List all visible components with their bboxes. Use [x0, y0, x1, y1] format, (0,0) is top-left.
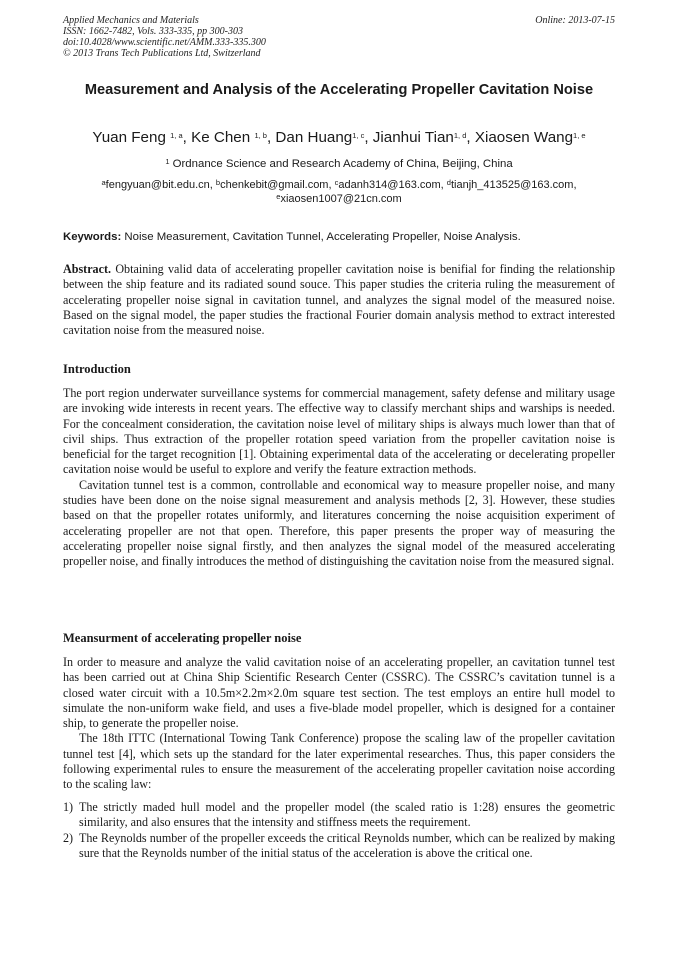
introduction-paragraph-1: The port region underwater surveillance systems for commercial management, safety defense and military usage are invoking wide interests in recent years. The effective way to classify merchant ships and warships is needed. For the concealment consideration, the cavitation noise level of military ships is always much lower than that of civil ships. Thus extraction of the propeller rotation speed variation from the propeller cavitation noise is beneficial for the target recognition [1]. Obtaining experimental data of the accelerating or decelerating propeller cavitation noise would be useful to explore and verify the feature extraction methods. — [63, 386, 615, 477]
introduction-heading: Introduction — [63, 362, 131, 376]
keywords-label: Keywords: — [63, 231, 122, 243]
list-text: The strictly maded hull model and the propeller model (the scaled ratio is 1:28) ensures the geometric similarity, and also ensures that the intensity and stiffness meets the requirement. — [79, 800, 615, 830]
email-superscript: d — [446, 178, 451, 187]
email-list: $^a$fengyuan@bit.edu.cn, $^b$chenkebit@gmail.com, $^c$adanh314@163.com, $^d$tianjh_413525@163.com, $^e$xiaosen1007@21cn.com — [101, 178, 577, 205]
email-link[interactable]: xiaosen1007@21cn.com — [280, 193, 402, 205]
doi-line: doi:10.4028/www.scientific.net/AMM.333-335.300 — [63, 37, 266, 48]
online-date: Online: 2013-07-15 — [535, 15, 615, 26]
list-text: The Reynolds number of the propeller exceeds the critical Reynolds number, which can be realized by making sure that the Reynolds number of the initial status of the acceleration is above the critical one. — [79, 830, 615, 860]
affiliation-superscript: 1 — [165, 157, 170, 166]
list-number: 1) — [63, 800, 74, 814]
author-superscript: 1, b — [254, 131, 267, 140]
abstract-label: Abstract. — [63, 262, 112, 276]
email-superscript: a — [101, 178, 106, 187]
measurement-body — [63, 655, 615, 793]
email-superscript: e — [276, 192, 281, 201]
rules-list — [63, 800, 615, 861]
email-superscript: c — [334, 178, 339, 187]
measurement-heading: Meansurment of accelerating propeller noise — [63, 631, 302, 645]
copyright-line: © 2013 Trans Tech Publications Ltd, Switzerland — [63, 48, 261, 59]
list-number: 2) — [63, 830, 74, 845]
affiliation — [63, 157, 615, 171]
introduction-paragraph-2: Cavitation tunnel test is a common, controllable and economical way to measure propeller noise, and many studies have been done on the noise signal measurement and analysis methods [2, 3]. However, these studies based on that the propeller rotates uniformly, and literatures concerning the noise acquisition experiment of accelerating propeller are not that open. Therefore, this paper presents the proper way of measuring the accelerating propeller noise signal firstly, and then analyzes the signal model of the measured accelerating propeller noise, and finally introduces the method of distinguishing the cavitation noise from the measured signal. — [63, 477, 615, 569]
author-name: Jianhui Tian — [372, 129, 454, 146]
author-name: Dan Huang — [275, 129, 353, 146]
measurement-paragraph-2: The 18th ITTC (International Towing Tank Conference) propose the scaling law of the propeller cavitation tunnel test [4], which sets up the standard for the later experimental researches. Thus, this paper considers the following experimental rules to ensure the measurement of the accelerating propeller cavitation noise according to the scaling law: — [63, 731, 615, 792]
journal-meta — [63, 15, 266, 59]
author-superscript: 1, d — [453, 131, 467, 140]
abstract — [63, 262, 615, 338]
email-link[interactable]: tianjh_413525@163.com — [450, 179, 574, 191]
keywords-line — [63, 230, 615, 244]
author-list: Yuan Feng $^{1, a}$, Ke Chen $^{1, b}$, Dan Huang$^{1, c}$, Jianhui Tian$^{1, d}$, Xiaosen Wang$^{1, e}$ — [92, 129, 586, 146]
author-superscript: 1, e — [573, 131, 586, 140]
journal-name: Applied Mechanics and Materials — [63, 15, 199, 26]
email-link[interactable]: adanh314@163.com — [338, 179, 441, 191]
email-link[interactable]: fengyuan@bit.edu.cn — [105, 179, 210, 191]
author-name: Ke Chen — [191, 129, 251, 146]
keywords-text: Noise Measurement, Cavitation Tunnel, Accelerating Propeller, Noise Analysis. — [124, 231, 521, 243]
author-superscript: 1, c — [352, 131, 365, 140]
abstract-text: Obtaining valid data of accelerating propeller cavitation noise is benifial for finding the relationship between the ship feature and its radiated sound souce. This paper studies the criteria ruling the measurement of accelerating propeller noise signal in cavitation tunnel, and analyzes the signal model of the measured noise. Based on the signal model, the paper studies the fractional Fourier domain analysis method to extract interested cavitation noise from the measured noise. — [63, 262, 615, 338]
list-item — [63, 831, 615, 862]
paper-title: Measurement and Analysis of the Accelerating Propeller Cavitation Noise — [84, 82, 594, 98]
author-name: Yuan Feng — [92, 129, 166, 146]
email-superscript: b — [215, 178, 221, 187]
author-superscript: 1, a — [170, 131, 183, 140]
introduction-body — [63, 386, 615, 570]
measurement-paragraph-1: In order to measure and analyze the valid cavitation noise of an accelerating propeller, an cavitation tunnel test has been carried out at China Ship Scientific Research Center (CSSRC). The CSSRC’s cavitation tunnel is a closed water circuit with a 10.5m×2.2m×2.0m square test section. The test employs an entire hull model to simulate the non-uniform wake field, and uses a five-blade model propeller, which is designed for a container ship, to generate the propeller noise. — [63, 655, 615, 731]
issn-line: ISSN: 1662-7482, Vols. 333-335, pp 300-303 — [63, 26, 243, 37]
email-link[interactable]: chenkebit@gmail.com — [220, 179, 329, 191]
affiliation-text: Ordnance Science and Research Academy of China, Beijing, China — [172, 158, 513, 170]
author-name: Xiaosen Wang — [474, 129, 574, 146]
list-item — [63, 800, 615, 831]
